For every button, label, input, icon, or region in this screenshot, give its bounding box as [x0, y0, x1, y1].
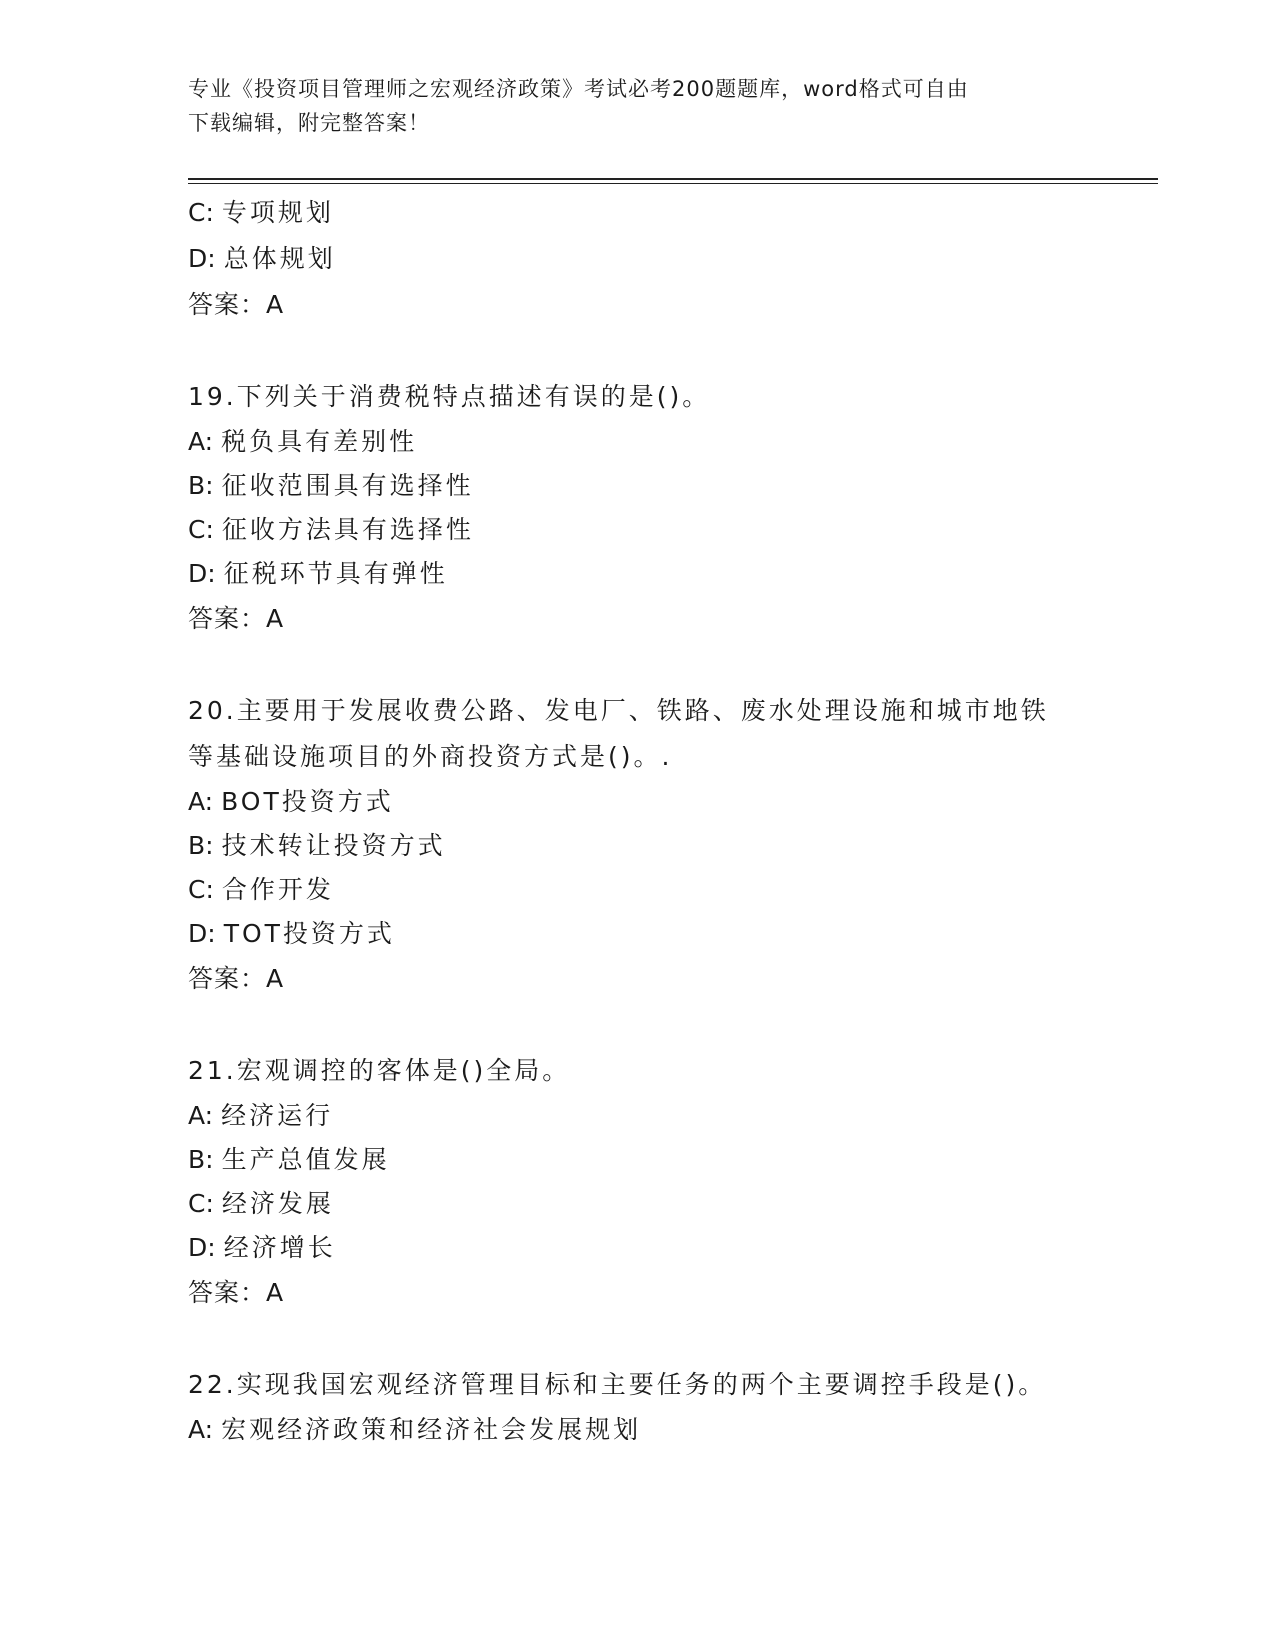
option-d: D: 经济增长 — [188, 1233, 336, 1262]
option-a: A: BOT投资方式 — [188, 787, 394, 816]
option-d: D: TOT投资方式 — [188, 919, 395, 948]
question-21 — [188, 1048, 1158, 1316]
question-18-tail — [188, 190, 1158, 328]
option-c: C: 征收方法具有选择性 — [188, 515, 474, 544]
question-22 — [188, 1362, 1158, 1452]
option-c: C: 专项规划 — [188, 198, 334, 227]
option-c: C: 经济发展 — [188, 1189, 334, 1218]
document-header — [188, 72, 1078, 140]
answer-line: 答案：A — [188, 964, 285, 993]
question-20 — [188, 688, 1158, 1002]
question-stem-line-1: 20.主要用于发展收费公路、发电厂、铁路、废水处理设施和城市地铁 — [188, 696, 1049, 725]
option-b: B: 生产总值发展 — [188, 1145, 390, 1174]
option-b: B: 技术转让投资方式 — [188, 831, 446, 860]
option-b: B: 征收范围具有选择性 — [188, 471, 474, 500]
question-stem: 21.宏观调控的客体是()全局。 — [188, 1056, 571, 1085]
option-d: D: 总体规划 — [188, 244, 336, 273]
question-list — [188, 190, 1158, 1452]
header-line-2: 下载编辑，附完整答案！ — [188, 111, 430, 135]
option-d: D: 征税环节具有弹性 — [188, 559, 448, 588]
question-19 — [188, 374, 1158, 642]
question-stem-line-2: 等基础设施项目的外商投资方式是()。. — [188, 742, 673, 771]
header-divider-thick — [188, 178, 1158, 180]
option-a: A: 经济运行 — [188, 1101, 334, 1130]
option-a: A: 宏观经济政策和经济社会发展规划 — [188, 1415, 642, 1444]
answer-line: 答案：A — [188, 290, 285, 319]
answer-line: 答案：A — [188, 1278, 285, 1307]
header-line-1: 专业《投资项目管理师之宏观经济政策》考试必考200题题库，word格式可自由 — [188, 77, 969, 101]
option-c: C: 合作开发 — [188, 875, 334, 904]
option-a: A: 税负具有差别性 — [188, 427, 418, 456]
header-divider-thin — [188, 183, 1158, 184]
question-stem: 19.下列关于消费税特点描述有误的是()。 — [188, 382, 711, 411]
question-stem: 22.实现我国宏观经济管理目标和主要任务的两个主要调控手段是()。 — [188, 1370, 1047, 1399]
answer-line: 答案：A — [188, 604, 285, 633]
